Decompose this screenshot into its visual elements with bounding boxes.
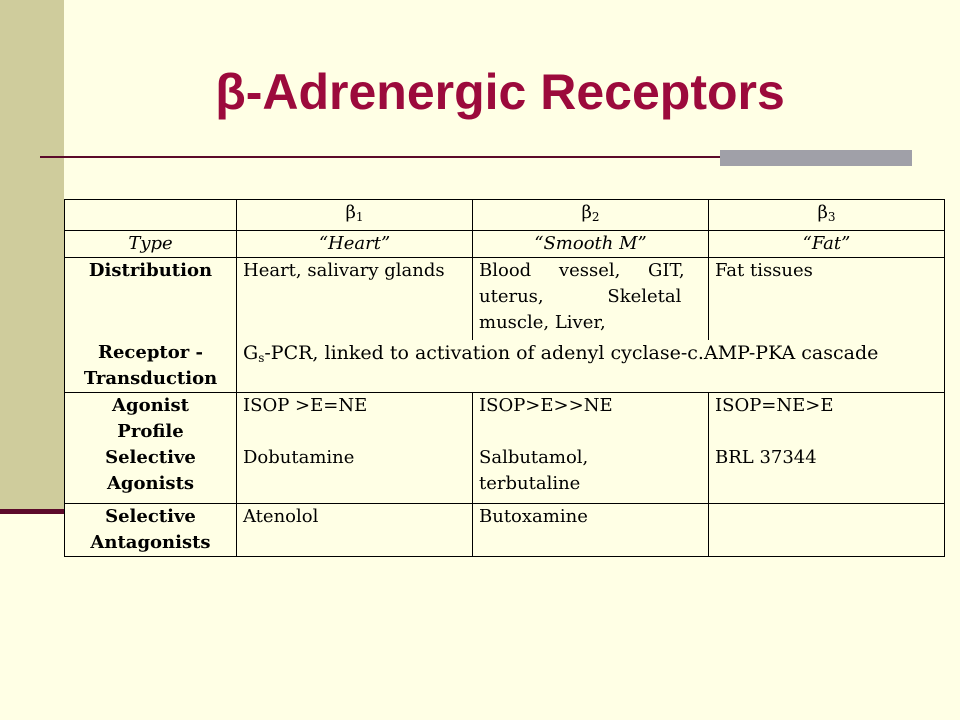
- agonist-label-line1: Agonist: [112, 395, 189, 416]
- agonist-beta3: [709, 393, 945, 504]
- antagonist-label: [65, 504, 237, 557]
- beta3-symbol: β: [817, 202, 828, 223]
- agonist-beta1-selective: Dobutamine: [243, 447, 355, 468]
- distribution-beta3: Fat tissues: [709, 258, 945, 341]
- title-underline-accent: [720, 150, 912, 166]
- slide-title: β-Adrenergic Receptors: [215, 64, 785, 120]
- agonist-label-line4: Agonists: [106, 473, 195, 494]
- type-label: Type: [65, 231, 237, 258]
- distribution-beta2-line3: muscle, Liver,: [479, 312, 606, 333]
- sidebar-accent-line: [0, 509, 64, 514]
- type-beta3: “Fat”: [709, 231, 945, 258]
- agonist-beta1-profile: ISOP >E=NE: [243, 395, 368, 416]
- transduction-subscript: s: [258, 351, 265, 365]
- table-header-row: [65, 200, 945, 231]
- agonist-label: [65, 393, 237, 504]
- agonist-beta3-selective: BRL 37344: [715, 447, 817, 468]
- agonist-beta3-spacer: [715, 419, 938, 445]
- header-beta1: [237, 200, 473, 231]
- agonist-beta1: [237, 393, 473, 504]
- type-beta2: “Smooth M”: [473, 231, 709, 258]
- table-row-antagonists: [65, 504, 945, 557]
- transduction-label-line2: Transduction: [83, 368, 218, 389]
- header-empty-cell: [65, 200, 237, 231]
- table-row-transduction: [65, 340, 945, 393]
- agonist-label-line3: Selective: [105, 447, 196, 468]
- transduction-text: [237, 340, 945, 393]
- distribution-beta2-line2: uterus, Skeletal: [479, 286, 682, 307]
- antagonist-beta1: Atenolol: [237, 504, 473, 557]
- antagonist-label-line1: Selective: [105, 506, 196, 527]
- agonist-beta2-selective-line1: Salbutamol,: [479, 447, 589, 468]
- beta2-symbol: β: [581, 202, 592, 223]
- beta2-subscript: 2: [591, 210, 600, 224]
- beta1-subscript: 1: [355, 210, 364, 224]
- beta1-symbol: β: [345, 202, 356, 223]
- header-beta3: [709, 200, 945, 231]
- distribution-beta2: [473, 258, 709, 341]
- transduction-prefix: G: [243, 342, 259, 364]
- agonist-label-line2: Profile: [117, 421, 184, 442]
- agonist-beta2-profile: ISOP>E>>NE: [479, 395, 613, 416]
- distribution-beta1: Heart, salivary glands: [237, 258, 473, 341]
- type-beta1: “Heart”: [237, 231, 473, 258]
- header-beta2: [473, 200, 709, 231]
- transduction-label-line1: Receptor -: [98, 342, 203, 363]
- transduction-body: -PCR, linked to activation of adenyl cyclase-c.AMP-PKA cascade: [264, 342, 879, 364]
- antagonist-beta3: [709, 504, 945, 557]
- table-row-distribution: [65, 258, 945, 341]
- agonist-beta2-spacer: [479, 419, 702, 445]
- agonist-beta2: [473, 393, 709, 504]
- agonist-beta2-selective-line2: terbutaline: [479, 473, 581, 494]
- receptor-table: [64, 199, 945, 557]
- table-row-agonists: [65, 393, 945, 504]
- antagonist-beta2: Butoxamine: [473, 504, 709, 557]
- beta3-subscript: 3: [827, 210, 836, 224]
- agonist-beta3-profile: ISOP=NE>E: [715, 395, 834, 416]
- table-row-type: [65, 231, 945, 258]
- distribution-label: Distribution: [65, 258, 237, 341]
- transduction-label: [65, 340, 237, 393]
- agonist-beta1-spacer: [243, 419, 466, 445]
- distribution-beta2-line1: Blood vessel, GIT,: [479, 260, 685, 281]
- antagonist-label-line2: Antagonists: [90, 532, 211, 553]
